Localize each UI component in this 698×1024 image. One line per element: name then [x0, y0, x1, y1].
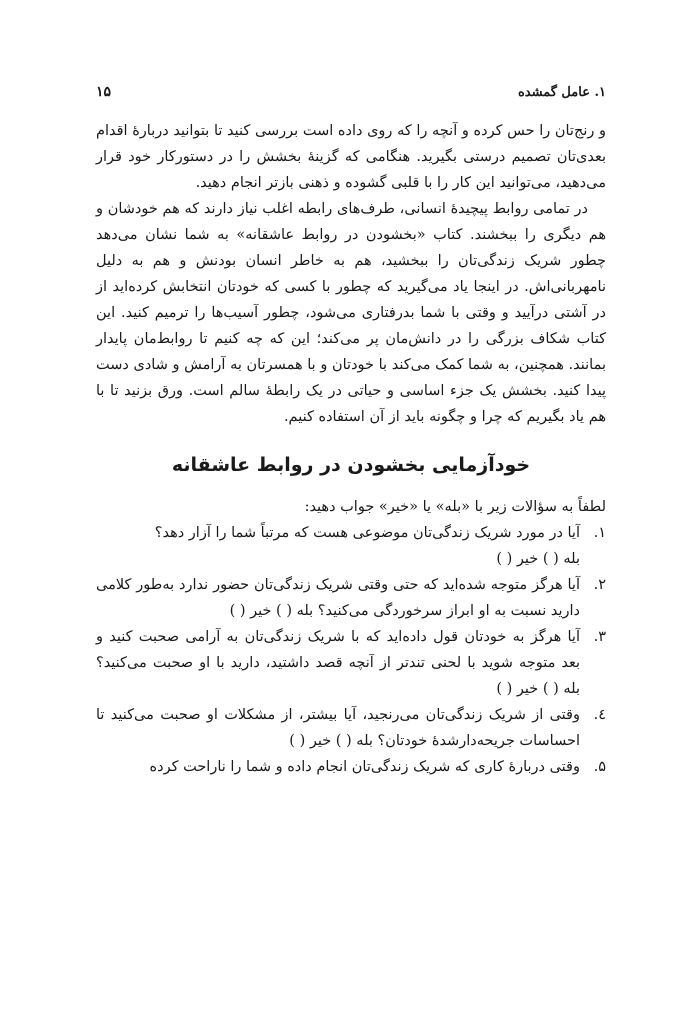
question-answer-options: بله ( ) خیر ( )	[496, 551, 580, 567]
chapter-title: ۱. عامل گمشده	[517, 85, 606, 100]
question-body	[96, 702, 580, 754]
question-number: ٤.	[593, 707, 606, 723]
question-text: آیا در مورد شریک زندگی‌تان موضوعی هست که مرتباً شما را آزار دهد؟	[154, 525, 580, 541]
question-item	[96, 702, 606, 754]
question-number: ۲.	[593, 577, 606, 593]
question-list	[96, 520, 606, 780]
question-body	[96, 572, 580, 624]
body-paragraph: و رنج‌تان را حس کرده و آنچه را که روی داده است بررسی کنید تا بتوانید دربارهٔ اقدام بعدی‌تان تصمیم درستی بگیرید. هنگامی که گزینهٔ بخشش را در دستورکار خود قرار می‌دهید، می‌توانید این کار را با قلبی گشوده و ذهنی بازتر انجام دهید.	[96, 123, 606, 191]
body-paragraph: در تمامی روابط پیچیدهٔ انسانی، طرف‌های رابطه اغلب نیاز دارند که هم خودشان و هم دیگری را ببخشند. کتاب «بخشودن در روابط عاشقانه» به شما نشان می‌دهد چطور شریک زندگی‌تان را ببخشید، هم به خاطر انسان بودنش و هم به دلیل نامهربانی‌اش. در اینجا یاد می‌گیرید که چطور با کسی که خودتان انتخابش کرده‌اید از در آشتی درآیید و وقتی با شما بدرفتاری می‌شود، چطور آسیب‌ها را ترمیم کنید. این کتاب شکاف بزرگی را در دانش‌مان پر می‌کند؛ این که چه کنیم تا روابط‌مان پایدار بمانند. همچنین، به شما کمک می‌کند با خودتان و با همسرتان به آرامش و شادی دست پیدا کنید. بخشش یک جزء اساسی و حیاتی در یک رابطهٔ سالم است. ورق بزنید تا با هم یاد بگیریم که چرا و چگونه باید از آن استفاده کنیم.	[96, 201, 606, 425]
question-item	[96, 572, 606, 624]
book-page	[96, 84, 606, 780]
question-body	[96, 754, 580, 780]
question-item	[96, 624, 606, 702]
question-text: وقتی دربارهٔ کاری که شریک زندگی‌تان انجام داده و شما را ناراحت کرده	[149, 759, 580, 775]
question-item	[96, 520, 606, 572]
question-text: آیا هرگز به خودتان قول داده‌اید که با شریک زندگی‌تان به آرامی صحبت کنید و بعد متوجه شوید با لحنی تندتر از آنچه قصد داشتید، دارید با او صحبت می‌کنید؟ بله ( ) خیر ( )	[96, 629, 580, 697]
questionnaire-intro: لطفاً به سؤالات زیر با «بله» یا «خیر» جواب دهید:	[304, 499, 606, 515]
question-item	[96, 754, 606, 780]
question-text: آیا هرگز متوجه شده‌اید که حتی وقتی شریک زندگی‌تان حضور ندارد به‌طور کلامی دارید نسبت به او ابراز سرخوردگی می‌کنید؟ بله ( ) خیر ( )	[96, 577, 580, 619]
section-heading: خودآزمایی بخشودن در روابط عاشقانه	[171, 454, 531, 476]
question-text: وقتی از شریک زندگی‌تان می‌رنجید، آیا بیشتر، از مشکلات او صحبت می‌کنید تا احساسات جریحه‌دارشدهٔ خودتان؟ بله ( ) خیر ( )	[96, 707, 580, 749]
question-number: ۳.	[593, 629, 606, 645]
running-header	[96, 84, 606, 100]
question-body	[96, 624, 580, 702]
question-number: ۵.	[593, 759, 606, 775]
question-body	[96, 520, 580, 572]
page-number: ۱۵	[96, 84, 112, 100]
question-number: ۱.	[593, 525, 606, 541]
